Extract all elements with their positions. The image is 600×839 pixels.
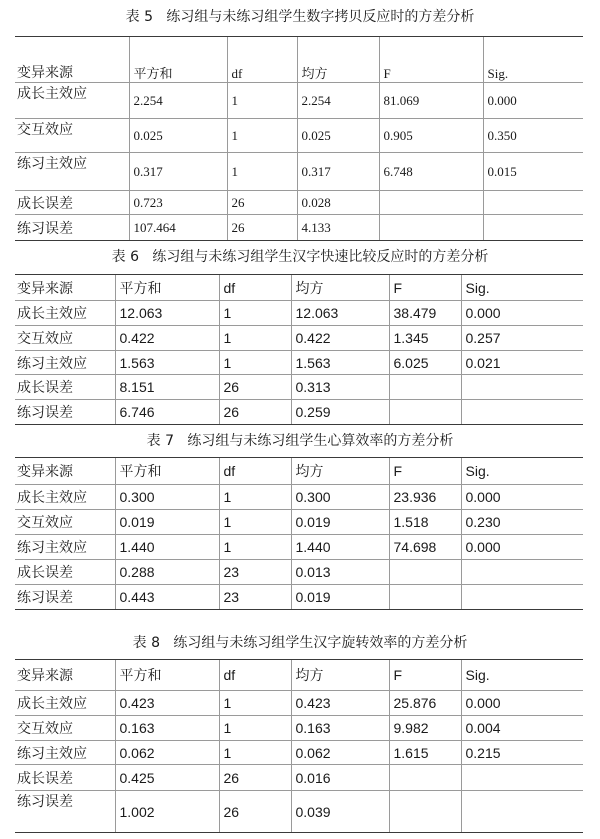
table-6-caption: 表 6 练习组与未练习组学生汉字快速比较反应时的方差分析 [111, 249, 489, 265]
header-cell: 变异来源 [15, 37, 129, 83]
table-cell: 1.563 [291, 351, 389, 375]
table-cell: 交互效应 [15, 716, 115, 741]
table-cell: 0.062 [115, 741, 219, 765]
table-row [15, 119, 583, 153]
table-cell: 6.025 [389, 351, 461, 375]
table-cell: 0.215 [461, 741, 583, 765]
table-cell: 0.062 [291, 741, 389, 765]
table-cell [389, 375, 461, 400]
table-cell: 0.300 [115, 485, 219, 510]
table-8-caption: 表 8 练习组与未练习组学生汉字旋转效率的方差分析 [132, 635, 468, 651]
table-7-header-row [15, 458, 583, 485]
table-cell: 38.479 [389, 301, 461, 326]
table-cell: 0.000 [483, 83, 583, 119]
table-cell: 0.317 [129, 153, 227, 191]
table-cell: 成长误差 [15, 191, 129, 215]
table-cell: 0.000 [461, 301, 583, 326]
table-cell: 0.230 [461, 510, 583, 535]
table-cell: 练习误差 [15, 400, 115, 425]
table-cell: 0.039 [291, 791, 389, 833]
table-row [15, 765, 583, 791]
table-cell: 成长主效应 [15, 691, 115, 716]
table-cell: 0.163 [115, 716, 219, 741]
table-cell: 1.563 [115, 351, 219, 375]
table-cell: 6.748 [379, 153, 483, 191]
header-cell: 均方 [297, 37, 379, 83]
header-cell: 平方和 [115, 458, 219, 485]
table-cell: 1 [219, 716, 291, 741]
table-cell: 0.019 [291, 510, 389, 535]
table-cell [461, 560, 583, 585]
table-cell: 1.440 [115, 535, 219, 560]
header-cell: 变异来源 [15, 660, 115, 691]
table-cell [379, 191, 483, 215]
table-cell: 0.025 [129, 119, 227, 153]
table-row [15, 510, 583, 535]
table-row [15, 153, 583, 191]
header-cell: Sig. [461, 458, 583, 485]
table-cell: 0.422 [115, 326, 219, 351]
table-cell: 2.254 [129, 83, 227, 119]
table-cell: 0.013 [291, 560, 389, 585]
table-cell: 0.313 [291, 375, 389, 400]
table-row [15, 191, 583, 215]
table-8-header-row [15, 660, 583, 691]
table-cell: 0.422 [291, 326, 389, 351]
table-cell: 练习误差 [15, 585, 115, 610]
table-cell: 1 [219, 510, 291, 535]
header-cell: 均方 [291, 458, 389, 485]
table-cell: 1.002 [115, 791, 219, 833]
table-cell: 1 [219, 301, 291, 326]
table-row [15, 400, 583, 425]
table-cell [379, 215, 483, 241]
table-cell: 81.069 [379, 83, 483, 119]
table-cell [461, 791, 583, 833]
table-cell: 0.019 [291, 585, 389, 610]
table-cell: 2.254 [297, 83, 379, 119]
header-cell: 均方 [291, 275, 389, 301]
table-cell [461, 375, 583, 400]
table-cell: 0.000 [461, 691, 583, 716]
table-cell: 1 [219, 535, 291, 560]
table-row [15, 83, 583, 119]
table-cell: 0.317 [297, 153, 379, 191]
table-cell: 6.746 [115, 400, 219, 425]
header-cell: df [219, 275, 291, 301]
header-cell: 变异来源 [15, 275, 115, 301]
table-cell [461, 400, 583, 425]
table-row [15, 560, 583, 585]
table-cell: 0.423 [291, 691, 389, 716]
table-cell [461, 765, 583, 791]
table-cell: 23.936 [389, 485, 461, 510]
table-cell: 成长主效应 [15, 83, 129, 119]
table-cell: 1.615 [389, 741, 461, 765]
table-cell: 0.000 [461, 485, 583, 510]
table-cell: 0.019 [115, 510, 219, 535]
table-cell: 74.698 [389, 535, 461, 560]
header-cell: 平方和 [115, 275, 219, 301]
table-row [15, 326, 583, 351]
table-cell: 0.028 [297, 191, 379, 215]
header-cell: 平方和 [129, 37, 227, 83]
table-8 [15, 659, 583, 833]
table-cell [389, 585, 461, 610]
table-cell: 26 [219, 400, 291, 425]
table-cell: 0.025 [297, 119, 379, 153]
table-cell: 0.288 [115, 560, 219, 585]
table-cell: 1 [219, 351, 291, 375]
header-cell: F [379, 37, 483, 83]
table-cell: 0.004 [461, 716, 583, 741]
table-7 [15, 457, 583, 610]
table-cell: 26 [219, 791, 291, 833]
table-5-header-row [15, 37, 583, 83]
table-cell: 0.163 [291, 716, 389, 741]
table-cell: 成长误差 [15, 765, 115, 791]
header-cell: 变异来源 [15, 458, 115, 485]
table-cell: 0.300 [291, 485, 389, 510]
table-cell: 成长误差 [15, 560, 115, 585]
table-cell: 0.257 [461, 326, 583, 351]
table-cell: 0.016 [291, 765, 389, 791]
table-cell: 0.723 [129, 191, 227, 215]
table-cell: 26 [219, 765, 291, 791]
table-cell: 成长主效应 [15, 485, 115, 510]
table-cell [389, 560, 461, 585]
header-cell: F [389, 660, 461, 691]
table-row [15, 585, 583, 610]
table-row [15, 691, 583, 716]
table-cell [483, 215, 583, 241]
table-cell [389, 765, 461, 791]
table-cell: 25.876 [389, 691, 461, 716]
table-cell: 交互效应 [15, 119, 129, 153]
table-cell: 成长误差 [15, 375, 115, 400]
table-cell [483, 191, 583, 215]
table-cell: 练习主效应 [15, 741, 115, 765]
table-cell: 练习主效应 [15, 153, 129, 191]
table-row [15, 535, 583, 560]
table-row [15, 215, 583, 241]
table-cell: 1.440 [291, 535, 389, 560]
header-cell: df [227, 37, 297, 83]
table-cell: 23 [219, 560, 291, 585]
table-cell: 交互效应 [15, 326, 115, 351]
header-cell: df [219, 660, 291, 691]
table-cell: 0.000 [461, 535, 583, 560]
table-6-header-row [15, 275, 583, 301]
table-5-caption: 表 5 练习组与未练习组学生数字拷贝反应时的方差分析 [125, 9, 475, 25]
table-cell: 26 [227, 191, 297, 215]
table-7-caption: 表 7 练习组与未练习组学生心算效率的方差分析 [146, 433, 454, 449]
table-cell: 1 [227, 83, 297, 119]
table-cell: 1 [219, 326, 291, 351]
table-cell: 0.350 [483, 119, 583, 153]
table-cell: 9.982 [389, 716, 461, 741]
table-cell: 0.905 [379, 119, 483, 153]
table-cell [389, 400, 461, 425]
table-cell: 8.151 [115, 375, 219, 400]
table-cell: 1 [219, 741, 291, 765]
header-cell: 平方和 [115, 660, 219, 691]
table-row [15, 716, 583, 741]
table-row [15, 485, 583, 510]
header-cell: Sig. [461, 275, 583, 301]
header-cell: Sig. [461, 660, 583, 691]
table-6 [15, 274, 583, 425]
table-cell: 1.518 [389, 510, 461, 535]
table-cell: 1 [219, 485, 291, 510]
table-cell [389, 791, 461, 833]
table-cell: 0.425 [115, 765, 219, 791]
table-cell: 练习误差 [15, 791, 115, 833]
header-cell: F [389, 275, 461, 301]
table-cell: 26 [219, 375, 291, 400]
table-cell: 交互效应 [15, 510, 115, 535]
table-row [15, 791, 583, 833]
table-cell: 1 [219, 691, 291, 716]
table-cell: 0.259 [291, 400, 389, 425]
table-row [15, 351, 583, 375]
table-cell: 26 [227, 215, 297, 241]
table-cell: 0.443 [115, 585, 219, 610]
table-row [15, 301, 583, 326]
table-cell: 1.345 [389, 326, 461, 351]
table-cell: 0.021 [461, 351, 583, 375]
header-cell: Sig. [483, 37, 583, 83]
table-cell: 12.063 [115, 301, 219, 326]
table-cell: 练习误差 [15, 215, 129, 241]
table-cell: 0.423 [115, 691, 219, 716]
table-cell: 107.464 [129, 215, 227, 241]
header-cell: 均方 [291, 660, 389, 691]
table-row [15, 741, 583, 765]
table-cell: 1 [227, 153, 297, 191]
header-cell: F [389, 458, 461, 485]
table-cell: 1 [227, 119, 297, 153]
table-5 [15, 36, 583, 241]
table-cell: 成长主效应 [15, 301, 115, 326]
header-cell: df [219, 458, 291, 485]
table-row [15, 375, 583, 400]
table-cell [461, 585, 583, 610]
table-cell: 0.015 [483, 153, 583, 191]
table-cell: 4.133 [297, 215, 379, 241]
table-cell: 12.063 [291, 301, 389, 326]
table-cell: 23 [219, 585, 291, 610]
table-cell: 练习主效应 [15, 535, 115, 560]
table-cell: 练习主效应 [15, 351, 115, 375]
